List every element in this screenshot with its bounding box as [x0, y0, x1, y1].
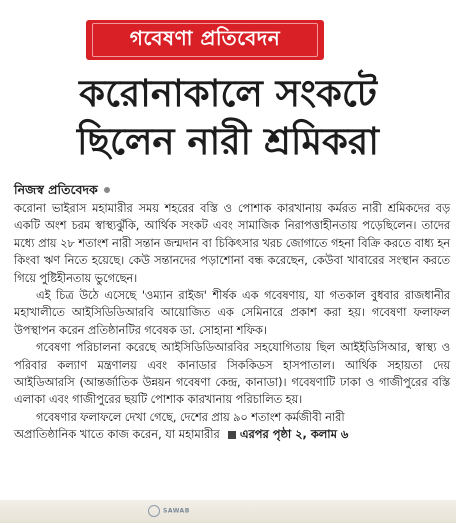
square-bullet-icon [228, 431, 236, 439]
continuation-note [228, 426, 348, 443]
headline-line-2: ছিলেন নারী শ্রমিকরা [76, 120, 380, 163]
byline [14, 180, 450, 200]
paragraph-4-tail [14, 426, 450, 443]
continuation-text: এরপর পৃষ্ঠা ২, কলাম ৬ [239, 427, 349, 442]
logo-ring-icon [148, 505, 160, 517]
paragraph-1: করোনা ভাইরাস মহামারীর সময় শহরের বস্তি ও পোশাক কারখানায় কর্মরত নারী শ্রমিকদের বড় একটি অংশ চরম স্বাস্থ্যঝুঁকি, আর্থিক সংকট এবং সামাজিক নিরাপত্তাহীনতায় পড়েছিলেন। তাদের মধ্যে প্রায় ২৮ শতাংশ নারী সন্তান জন্মদান বা চিকিৎসার খরচ জোগাতে গহনা বিক্রি করতে বাধ্য হন কিংবা ঋণ নিতে হয়েছে। কেউ সন্তানদের পড়াশোনা বন্ধ করেছেন, কেউবা খাবারের সংস্থান করতে গিয়ে পুষ্টিহীনতায় ভুগেছেন। [14, 201, 450, 285]
tail-text: অপ্রাতিষ্ঠানিক খাতে কাজ করেন, যা মহামারীর [14, 427, 220, 442]
byline-text: নিজস্ব প্রতিবেদক [14, 182, 98, 197]
headline [8, 70, 448, 166]
section-banner [86, 20, 324, 60]
paragraph-3: গবেষণা পরিচালনা করেছে আইসিডিডিআরবির সহযোগিতায় ছিল আইইডিসিআর, স্বাস্থ্য ও পরিবার কল্যাণ মন্ত্রণালয় এবং কানাডার সিককিডস হাসপাতাল। আর্থিক সহায়তা দেয় আইডিআরসি (আন্তর্জাতিক উন্নয়ন গবেষণা কেন্দ্র, কানাডা)। গবেষণাটি ঢাকা ও গাজীপুরের বস্তি এলাকা এবং গাজীপুরের ছয়টি পোশাক কারখানায় পরিচালিত হয়। [14, 340, 450, 407]
headline-line-1: করোনাকালে সংকটে [79, 72, 377, 115]
byline-dot-icon [104, 187, 110, 193]
partial-logo [148, 505, 190, 517]
section-banner-label: গবেষণা প্রতিবেদন [129, 25, 281, 50]
paragraph-4: গবেষণার ফলাফলে দেখা গেছে, দেশের প্রায় ৯০ শতাংশ কর্মজীবী নারী [36, 409, 345, 424]
logo-text: SAWAB [163, 507, 190, 515]
paragraph-2: এই চিত্র উঠে এসেছে 'ওম্যান রাইজ' শীর্ষক এক গবেষণায়, যা গতকাল বুধবার রাজধানীর মহাখালীতে আইসিডিডিআরবি আয়োজিত এক সেমিনারে প্রকাশ করা হয়। গবেষণা ফলাফল উপস্থাপন করেন প্রতিষ্ঠানটির গবেষক ডা. সোহানা শফিক। [14, 288, 450, 337]
article-body [14, 180, 450, 444]
next-article-strip [0, 500, 456, 523]
